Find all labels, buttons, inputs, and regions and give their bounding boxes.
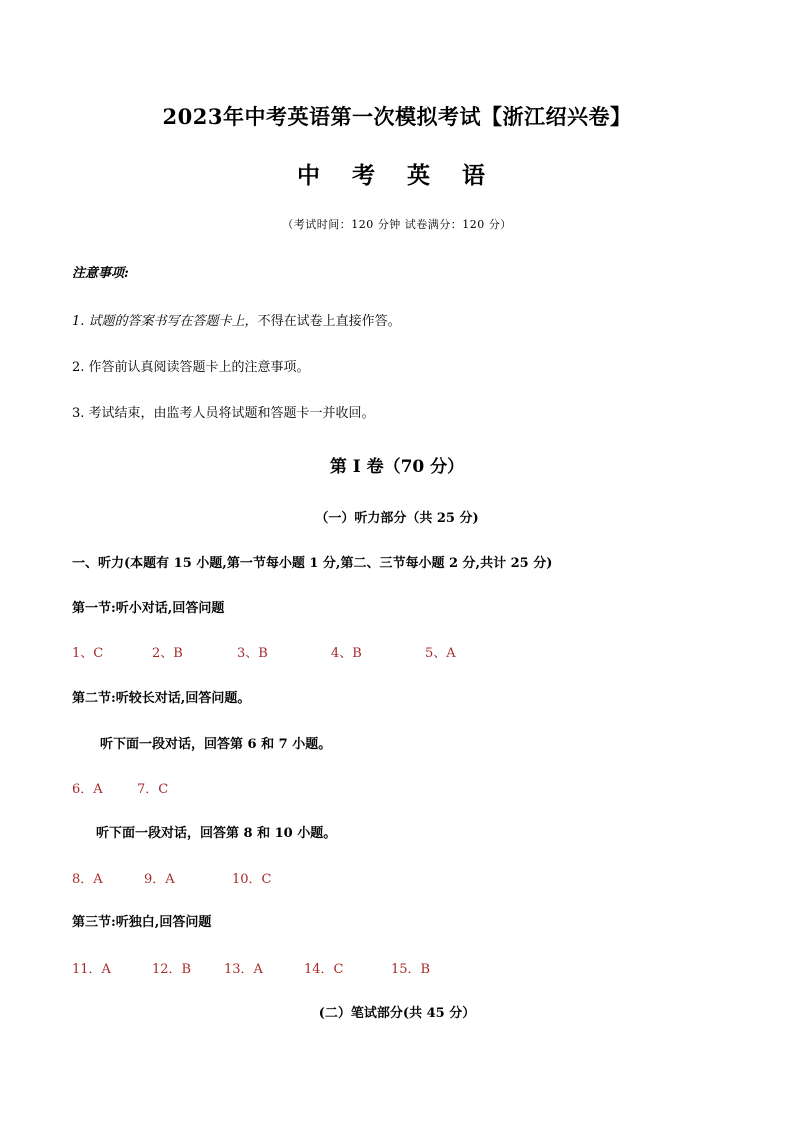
volume-title: 第 I 卷（70 分）	[329, 457, 465, 477]
note-number: 3.	[72, 406, 85, 421]
answer-item: 9．A	[144, 872, 175, 887]
note-number: 1.	[72, 314, 85, 329]
note-item-1	[72, 310, 401, 329]
section2-instruction-2: 听下面一段对话，回答第 8 和 10 小题。	[96, 826, 337, 841]
exam-subtitle: 中 考 英 语	[296, 162, 498, 189]
answer-item: 14．C	[304, 962, 344, 977]
section3-heading: 第三节:听独白,回答问题	[72, 915, 212, 930]
answer-item: 13．A	[224, 962, 263, 977]
section1-heading: 第一节:听小对话,回答问题	[72, 601, 225, 616]
note-text: 考试结束，由监考人员将试题和答题卡一并收回。	[88, 406, 375, 421]
listening-part-title: （一）听力部分（共 25 分)	[315, 511, 479, 526]
answer-item: 7．C	[137, 782, 169, 797]
exam-title: 2023年中考英语第一次模拟考试【浙江绍兴卷】	[162, 104, 632, 129]
exam-time-info: （考试时间：120 分钟 试卷满分：120 分）	[282, 218, 512, 231]
answer-item: 1、C	[72, 646, 104, 661]
answer-item: 8．A	[72, 872, 103, 887]
listening-heading: 一、听力(本题有 15 小题,第一节每小题 1 分,第二、三节每小题 2 分,共计 25 分)	[72, 556, 553, 571]
section2-instruction-1: 听下面一段对话，回答第 6 和 7 小题。	[100, 737, 332, 752]
answer-item: 11．A	[72, 962, 111, 977]
note-text-italic: 试题的答案书写在答题卡上，	[88, 314, 258, 329]
note-item-2	[72, 356, 310, 375]
answer-item: 6．A	[72, 782, 103, 797]
notes-heading: 注意事项:	[72, 266, 129, 281]
note-item-3	[72, 402, 375, 421]
answer-item: 12．B	[152, 962, 192, 977]
note-text: 作答前认真阅读答题卡上的注意事项。	[88, 360, 310, 375]
answer-item: 10．C	[232, 872, 272, 887]
note-text: 不得在试卷上直接作答。	[257, 314, 401, 329]
note-number: 2.	[72, 360, 85, 375]
answer-item: 15．B	[391, 962, 431, 977]
written-part-title: (二）笔试部分(共 45 分）	[318, 1006, 476, 1021]
section2-heading: 第二节:听较长对话,回答问题。	[72, 691, 251, 706]
answer-item: 2、B	[152, 646, 183, 661]
answer-item: 5、A	[425, 646, 456, 661]
answer-item: 4、B	[331, 646, 362, 661]
answer-item: 3、B	[237, 646, 268, 661]
